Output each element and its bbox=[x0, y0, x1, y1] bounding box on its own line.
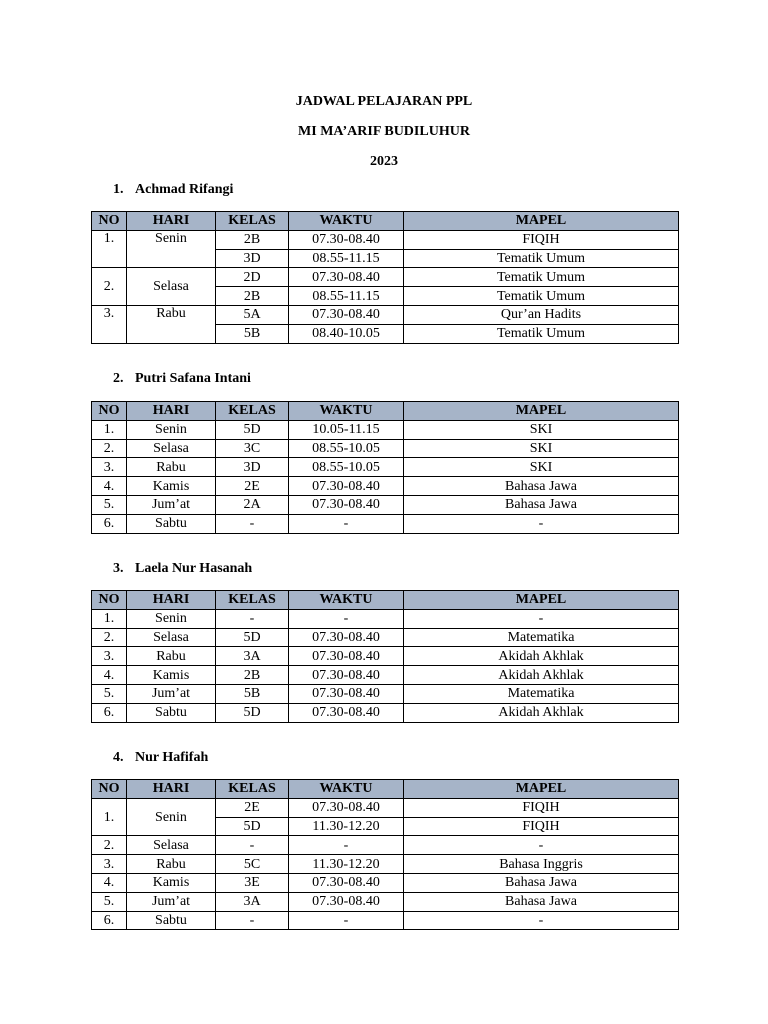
cell-kelas: 2B bbox=[216, 230, 289, 249]
cell-mapel: FIQIH bbox=[404, 817, 679, 836]
cell-mapel: - bbox=[404, 609, 679, 628]
table-row bbox=[92, 647, 679, 666]
cell-no: 2. bbox=[92, 836, 127, 855]
header-waktu: WAKTU bbox=[289, 402, 404, 421]
header-mapel: MAPEL bbox=[404, 212, 679, 231]
table-row bbox=[92, 609, 679, 628]
cell-hari: Selasa bbox=[127, 439, 216, 458]
header-hari: HARI bbox=[127, 402, 216, 421]
cell-mapel: SKI bbox=[404, 458, 679, 477]
cell-kelas: 5A bbox=[216, 305, 289, 324]
cell-kelas: 3C bbox=[216, 439, 289, 458]
cell-waktu: 07.30-08.40 bbox=[289, 892, 404, 911]
cell-mapel: Akidah Akhlak bbox=[404, 647, 679, 666]
cell-mapel: Qur’an Hadits bbox=[404, 305, 679, 324]
cell-mapel: SKI bbox=[404, 420, 679, 439]
cell-waktu: 07.30-08.40 bbox=[289, 666, 404, 685]
cell-kelas: 5C bbox=[216, 855, 289, 874]
header-kelas: KELAS bbox=[216, 591, 289, 610]
cell-no: 6. bbox=[92, 514, 127, 533]
cell-no: 4. bbox=[92, 873, 127, 892]
cell-waktu: 11.30-12.20 bbox=[289, 855, 404, 874]
cell-mapel: Bahasa Jawa bbox=[404, 873, 679, 892]
cell-hari: Sabtu bbox=[127, 514, 216, 533]
cell-waktu: - bbox=[289, 609, 404, 628]
cell-kelas: 2E bbox=[216, 798, 289, 817]
cell-mapel: Akidah Akhlak bbox=[404, 703, 679, 722]
table-row bbox=[92, 305, 679, 324]
header-mapel: MAPEL bbox=[404, 780, 679, 799]
cell-no: 5. bbox=[92, 684, 127, 703]
cell-mapel: Matematika bbox=[404, 684, 679, 703]
table-header-row bbox=[92, 780, 679, 799]
section-heading-1 bbox=[113, 182, 233, 198]
cell-mapel: SKI bbox=[404, 439, 679, 458]
cell-mapel: Tematik Umum bbox=[404, 249, 679, 268]
section-heading-4 bbox=[113, 750, 208, 766]
header-kelas: KELAS bbox=[216, 212, 289, 231]
cell-waktu: 10.05-11.15 bbox=[289, 420, 404, 439]
cell-waktu: 07.30-08.40 bbox=[289, 873, 404, 892]
cell-waktu: 08.55-11.15 bbox=[289, 249, 404, 268]
cell-waktu: - bbox=[289, 836, 404, 855]
teacher-name: Putri Safana Intani bbox=[135, 371, 251, 386]
cell-hari: Jum’at bbox=[127, 495, 216, 514]
header-kelas: KELAS bbox=[216, 402, 289, 421]
cell-kelas: 3D bbox=[216, 458, 289, 477]
cell-hari: Sabtu bbox=[127, 911, 216, 930]
header-hari: HARI bbox=[127, 591, 216, 610]
header-waktu: WAKTU bbox=[289, 212, 404, 231]
cell-hari: Kamis bbox=[127, 477, 216, 496]
header-mapel: MAPEL bbox=[404, 402, 679, 421]
teacher-name: Achmad Rifangi bbox=[135, 182, 234, 197]
table-header-row bbox=[92, 591, 679, 610]
cell-no: 2. bbox=[92, 439, 127, 458]
cell-kelas: 3A bbox=[216, 647, 289, 666]
cell-mapel: Matematika bbox=[404, 628, 679, 647]
cell-waktu: 07.30-08.40 bbox=[289, 495, 404, 514]
table-row bbox=[92, 458, 679, 477]
header-no: NO bbox=[92, 780, 127, 799]
table-row bbox=[92, 892, 679, 911]
cell-waktu: 07.30-08.40 bbox=[289, 703, 404, 722]
header-waktu: WAKTU bbox=[289, 780, 404, 799]
cell-mapel: FIQIH bbox=[404, 230, 679, 249]
cell-waktu: 07.30-08.40 bbox=[289, 305, 404, 324]
cell-kelas: - bbox=[216, 911, 289, 930]
cell-no: 5. bbox=[92, 495, 127, 514]
cell-mapel: Tematik Umum bbox=[404, 268, 679, 287]
table-row bbox=[92, 911, 679, 930]
cell-waktu: 07.30-08.40 bbox=[289, 268, 404, 287]
cell-mapel: Bahasa Inggris bbox=[404, 855, 679, 874]
cell-no: 3. bbox=[92, 855, 127, 874]
cell-mapel: Akidah Akhlak bbox=[404, 666, 679, 685]
cell-kelas: - bbox=[216, 514, 289, 533]
table-row bbox=[92, 477, 679, 496]
table-row bbox=[92, 420, 679, 439]
header-no: NO bbox=[92, 212, 127, 231]
section-heading-3 bbox=[113, 561, 252, 577]
cell-hari: Kamis bbox=[127, 873, 216, 892]
cell-waktu: 07.30-08.40 bbox=[289, 230, 404, 249]
cell-kelas: 5B bbox=[216, 324, 289, 343]
schedule-table-1 bbox=[91, 211, 679, 344]
cell-waktu: 07.30-08.40 bbox=[289, 647, 404, 666]
cell-mapel: Bahasa Jawa bbox=[404, 495, 679, 514]
table-row bbox=[92, 230, 679, 249]
cell-no: 6. bbox=[92, 911, 127, 930]
cell-kelas: 5D bbox=[216, 628, 289, 647]
cell-waktu: 08.40-10.05 bbox=[289, 324, 404, 343]
cell-kelas: 5D bbox=[216, 703, 289, 722]
table-row bbox=[92, 703, 679, 722]
cell-no: 2. bbox=[92, 268, 127, 306]
header-kelas: KELAS bbox=[216, 780, 289, 799]
cell-waktu: 08.55-10.05 bbox=[289, 458, 404, 477]
cell-waktu: 11.30-12.20 bbox=[289, 817, 404, 836]
cell-hari: Rabu bbox=[127, 855, 216, 874]
cell-kelas: - bbox=[216, 836, 289, 855]
cell-no: 3. bbox=[92, 305, 127, 343]
table-row bbox=[92, 666, 679, 685]
doc-title-line1: JADWAL PELAJARAN PPL bbox=[295, 94, 473, 109]
cell-mapel: Bahasa Jawa bbox=[404, 892, 679, 911]
cell-no: 6. bbox=[92, 703, 127, 722]
cell-kelas: 2E bbox=[216, 477, 289, 496]
section-number: 4. bbox=[113, 750, 124, 765]
cell-mapel: Tematik Umum bbox=[404, 287, 679, 306]
schedule-table-4 bbox=[91, 779, 679, 930]
table-row bbox=[92, 836, 679, 855]
cell-hari: Senin bbox=[127, 798, 216, 836]
section-number: 3. bbox=[113, 561, 124, 576]
header-no: NO bbox=[92, 591, 127, 610]
table-header-row bbox=[92, 402, 679, 421]
cell-waktu: 07.30-08.40 bbox=[289, 798, 404, 817]
cell-hari: Selasa bbox=[127, 836, 216, 855]
cell-no: 1. bbox=[92, 798, 127, 836]
header-no: NO bbox=[92, 402, 127, 421]
teacher-name: Laela Nur Hasanah bbox=[135, 561, 253, 576]
cell-mapel: Bahasa Jawa bbox=[404, 477, 679, 496]
cell-kelas: 5D bbox=[216, 817, 289, 836]
cell-waktu: 07.30-08.40 bbox=[289, 684, 404, 703]
cell-kelas: 3E bbox=[216, 873, 289, 892]
cell-kelas: - bbox=[216, 609, 289, 628]
cell-no: 4. bbox=[92, 666, 127, 685]
header-mapel: MAPEL bbox=[404, 591, 679, 610]
table-row bbox=[92, 798, 679, 817]
cell-kelas: 2B bbox=[216, 287, 289, 306]
cell-mapel: - bbox=[404, 911, 679, 930]
cell-no: 4. bbox=[92, 477, 127, 496]
cell-kelas: 3A bbox=[216, 892, 289, 911]
cell-hari: Rabu bbox=[127, 305, 216, 343]
header-hari: HARI bbox=[127, 780, 216, 799]
cell-kelas: 3D bbox=[216, 249, 289, 268]
section-heading-2 bbox=[113, 371, 251, 387]
cell-no: 1. bbox=[92, 230, 127, 268]
cell-hari: Kamis bbox=[127, 666, 216, 685]
cell-hari: Rabu bbox=[127, 647, 216, 666]
cell-kelas: 2B bbox=[216, 666, 289, 685]
cell-kelas: 2D bbox=[216, 268, 289, 287]
cell-mapel: - bbox=[404, 836, 679, 855]
cell-hari: Sabtu bbox=[127, 703, 216, 722]
header-waktu: WAKTU bbox=[289, 591, 404, 610]
cell-kelas: 5B bbox=[216, 684, 289, 703]
cell-waktu: 07.30-08.40 bbox=[289, 628, 404, 647]
cell-mapel: - bbox=[404, 514, 679, 533]
table-row bbox=[92, 268, 679, 287]
cell-hari: Senin bbox=[127, 420, 216, 439]
cell-no: 1. bbox=[92, 609, 127, 628]
cell-mapel: FIQIH bbox=[404, 798, 679, 817]
table-row bbox=[92, 495, 679, 514]
cell-no: 2. bbox=[92, 628, 127, 647]
cell-waktu: 07.30-08.40 bbox=[289, 477, 404, 496]
cell-hari: Rabu bbox=[127, 458, 216, 477]
table-row bbox=[92, 684, 679, 703]
schedule-table-2 bbox=[91, 401, 679, 534]
cell-kelas: 5D bbox=[216, 420, 289, 439]
cell-no: 3. bbox=[92, 647, 127, 666]
doc-title-year: 2023 bbox=[370, 154, 398, 169]
table-row bbox=[92, 439, 679, 458]
cell-waktu: 08.55-11.15 bbox=[289, 287, 404, 306]
table-header-row bbox=[92, 212, 679, 231]
cell-hari: Senin bbox=[127, 609, 216, 628]
cell-mapel: Tematik Umum bbox=[404, 324, 679, 343]
table-row bbox=[92, 628, 679, 647]
cell-hari: Jum’at bbox=[127, 892, 216, 911]
cell-hari: Jum’at bbox=[127, 684, 216, 703]
cell-waktu: 08.55-10.05 bbox=[289, 439, 404, 458]
cell-no: 5. bbox=[92, 892, 127, 911]
table-row bbox=[92, 873, 679, 892]
section-number: 2. bbox=[113, 371, 124, 386]
doc-title-line2: MI MA’ARIF BUDILUHUR bbox=[298, 124, 470, 139]
cell-hari: Senin bbox=[127, 230, 216, 268]
cell-kelas: 2A bbox=[216, 495, 289, 514]
cell-no: 1. bbox=[92, 420, 127, 439]
cell-hari: Selasa bbox=[127, 268, 216, 306]
schedule-table-3 bbox=[91, 590, 679, 723]
cell-waktu: - bbox=[289, 911, 404, 930]
cell-waktu: - bbox=[289, 514, 404, 533]
cell-no: 3. bbox=[92, 458, 127, 477]
table-row bbox=[92, 855, 679, 874]
teacher-name: Nur Hafifah bbox=[135, 750, 209, 765]
table-row bbox=[92, 514, 679, 533]
section-number: 1. bbox=[113, 182, 124, 197]
header-hari: HARI bbox=[127, 212, 216, 231]
cell-hari: Selasa bbox=[127, 628, 216, 647]
